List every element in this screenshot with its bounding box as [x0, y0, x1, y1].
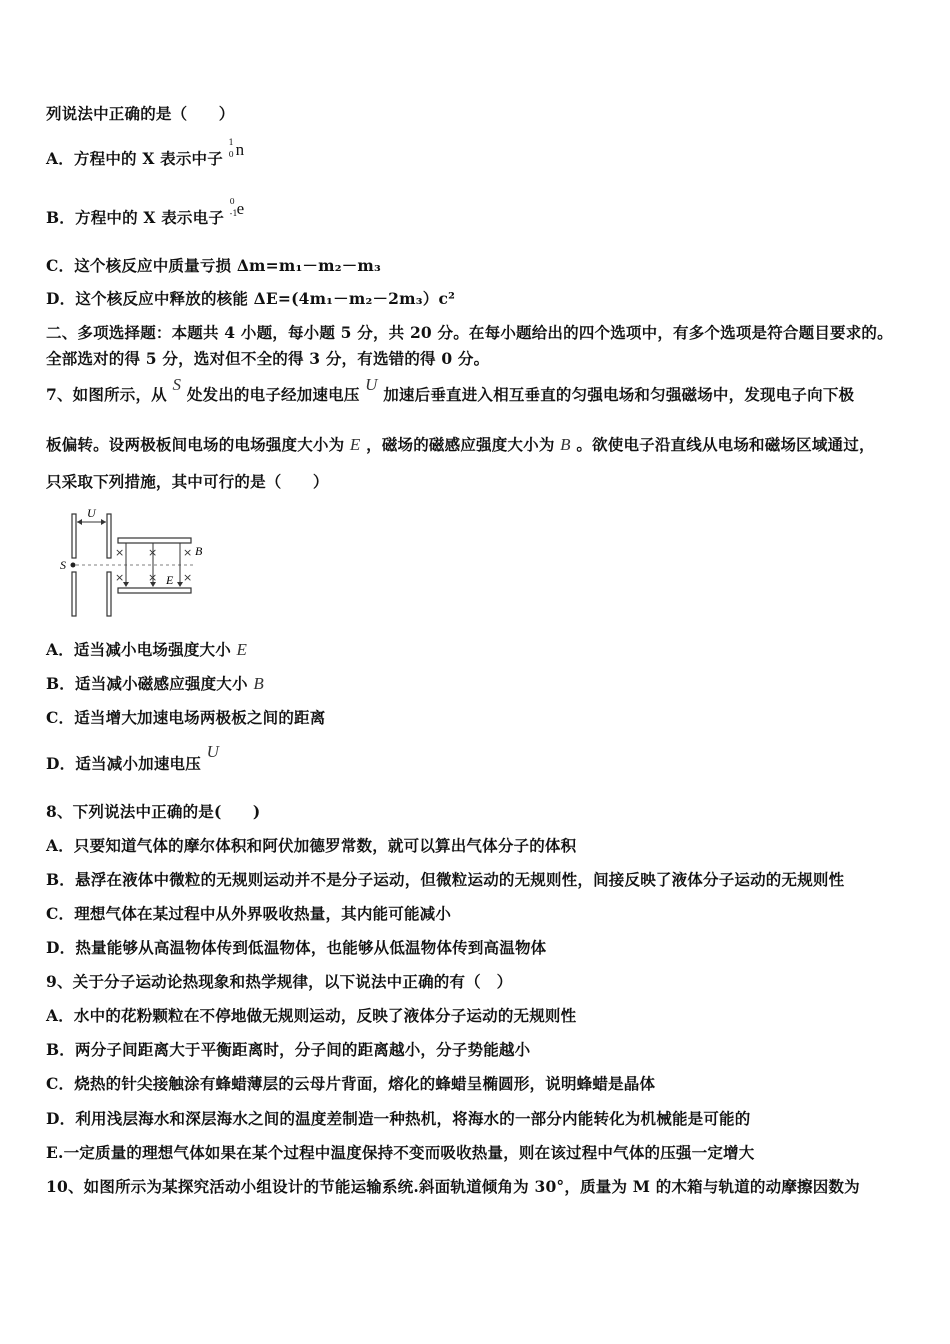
nuclide-charge: 0 [228, 150, 234, 159]
q7-var-s: S [172, 375, 182, 394]
q7-option-a-var: E [236, 640, 248, 659]
q8-option-a: A．只要知道气体的摩尔体积和阿伏加德罗常数，就可以算出气体分子的体积 [46, 836, 577, 855]
q9-option-a: A．水中的花粉颗粒在不停地做无规则运动，反映了液体分子运动的无规则性 [46, 1006, 577, 1025]
q6-option-b-text: B．方程中的 X 表示电子 [46, 208, 225, 227]
nuclide-charge: -1 [229, 209, 238, 218]
q7-option-d-text: D．适当减小加速电压 [46, 754, 201, 773]
b-field-cross: × [183, 571, 193, 584]
q7-option-a [46, 638, 247, 660]
q7-stem-line3: 只采取下列措施，其中可行的是（ ） [46, 472, 329, 491]
section-header-line2: 全部选对的得 5 分，选对但不全的得 3 分，有选错的得 0 分。 [46, 349, 490, 368]
q6-stem-tail: 列说法中正确的是（ ） [46, 104, 235, 123]
source-point [71, 563, 76, 568]
q9-option-c: C．烧热的针尖接触涂有蜂蜡薄层的云母片背面，熔化的蜂蜡呈椭圆形，说明蜂蜡是晶体 [46, 1074, 656, 1093]
q6-option-b [46, 197, 250, 228]
q7-option-a-text: A．适当减小电场强度大小 [46, 640, 231, 659]
neutron-nuclide-symbol [228, 138, 249, 168]
b-field-cross: × [115, 546, 125, 559]
q7-option-d-var: U [206, 742, 220, 761]
field-plate-top [118, 538, 191, 543]
section-header-line1: 二、多项选择题：本题共 4 小题，每小题 5 分，共 20 分。在每小题给出的四个选项中，有多个选项是符合题目要求的。 [46, 323, 893, 342]
accel-plate-left-top [72, 514, 76, 558]
q7-stem-2b: ，磁场的磁感应强度大小为 [366, 435, 555, 454]
q6-option-d: D．这个核反应中释放的核能 ΔE=(4m₁－m₂－2m₃）c² [46, 289, 456, 308]
q9-option-d: D．利用浅层海水和深层海水之间的温度差制造一种热机，将海水的一部分内能转化为机械能是可能的 [46, 1109, 751, 1128]
nuclide-mass: 0 [229, 197, 235, 206]
q7-option-c: C．适当增大加速电场两极板之间的距离 [46, 708, 326, 727]
q8-option-c: C．理想气体在某过程中从外界吸收热量，其内能可能减小 [46, 904, 452, 923]
q7-stem-line1 [46, 375, 855, 405]
q9-option-e: E.一定质量的理想气体如果在某个过程中温度保持不变而吸收热量，则在该过程中气体的压强一定增大 [46, 1143, 755, 1162]
q6-option-a-text: A．方程中的 X 表示中子 [46, 149, 223, 168]
b-field-cross: × [115, 571, 125, 584]
electron-nuclide-symbol [229, 197, 250, 227]
q7-option-b-text: B．适当减小磁感应强度大小 [46, 674, 248, 693]
q7-figure [56, 506, 216, 618]
q8-option-d: D．热量能够从高温物体传到低温物体，也能够从低温物体传到高温物体 [46, 938, 547, 957]
q9-stem: 9、关于分子运动论热现象和热学规律，以下说法中正确的有（ ） [46, 972, 513, 991]
q9-option-b: B．两分子间距离大于平衡距离时，分子间的距离越小，分子势能越小 [46, 1040, 531, 1059]
q7-stem-2c: 。欲使电子沿直线从电场和磁场区域通过， [576, 435, 875, 454]
nuclide-mass: 1 [228, 138, 234, 147]
q6-option-c: C．这个核反应中质量亏损 Δm=m₁－m₂－m₃ [46, 256, 382, 275]
q10-stem: 10、如图所示为某探究活动小组设计的节能运输系统.斜面轨道倾角为 30°，质量为 M 的木箱与轨道的动摩擦因数为 [46, 1177, 860, 1196]
q7-option-d [46, 742, 220, 774]
accel-plate-right-bottom [107, 572, 111, 616]
q7-var-b: B [560, 435, 571, 454]
q7-stem-1a: 7、如图所示，从 [46, 385, 167, 404]
b-field-cross: × [148, 546, 158, 559]
b-field-cross: × [183, 546, 193, 559]
label-s: S [60, 558, 66, 572]
q7-var-e: E [349, 435, 361, 454]
q8-stem: 8、下列说法中正确的是( ) [46, 802, 261, 821]
accel-plate-right-top [107, 514, 111, 558]
label-b: B [195, 544, 203, 558]
q7-option-b-var: B [253, 674, 264, 693]
q7-stem-line2 [46, 433, 875, 455]
accel-plate-left-bottom [72, 572, 76, 616]
field-plate-bottom [118, 588, 191, 593]
q6-option-a [46, 138, 249, 169]
q7-stem-1c: 加速后垂直进入相互垂直的匀强电场和匀强磁场中，发现电子向下极 [383, 385, 855, 404]
q7-var-u: U [365, 375, 378, 394]
label-e: E [166, 573, 174, 587]
label-u: U [87, 506, 96, 520]
nuclide-symbol: n [235, 140, 245, 159]
q7-option-b [46, 672, 264, 694]
b-field-cross: × [148, 571, 158, 584]
q7-stem-1b: 处发出的电子经加速电压 [186, 385, 360, 404]
nuclide-symbol: e [236, 199, 245, 218]
q7-stem-2a: 板偏转。设两极板间电场的电场强度大小为 [46, 435, 345, 454]
q8-option-b: B．悬浮在液体中微粒的无规则运动并不是分子运动，但微粒运动的无规则性，间接反映了液体分子运动的无规则性 [46, 870, 845, 889]
